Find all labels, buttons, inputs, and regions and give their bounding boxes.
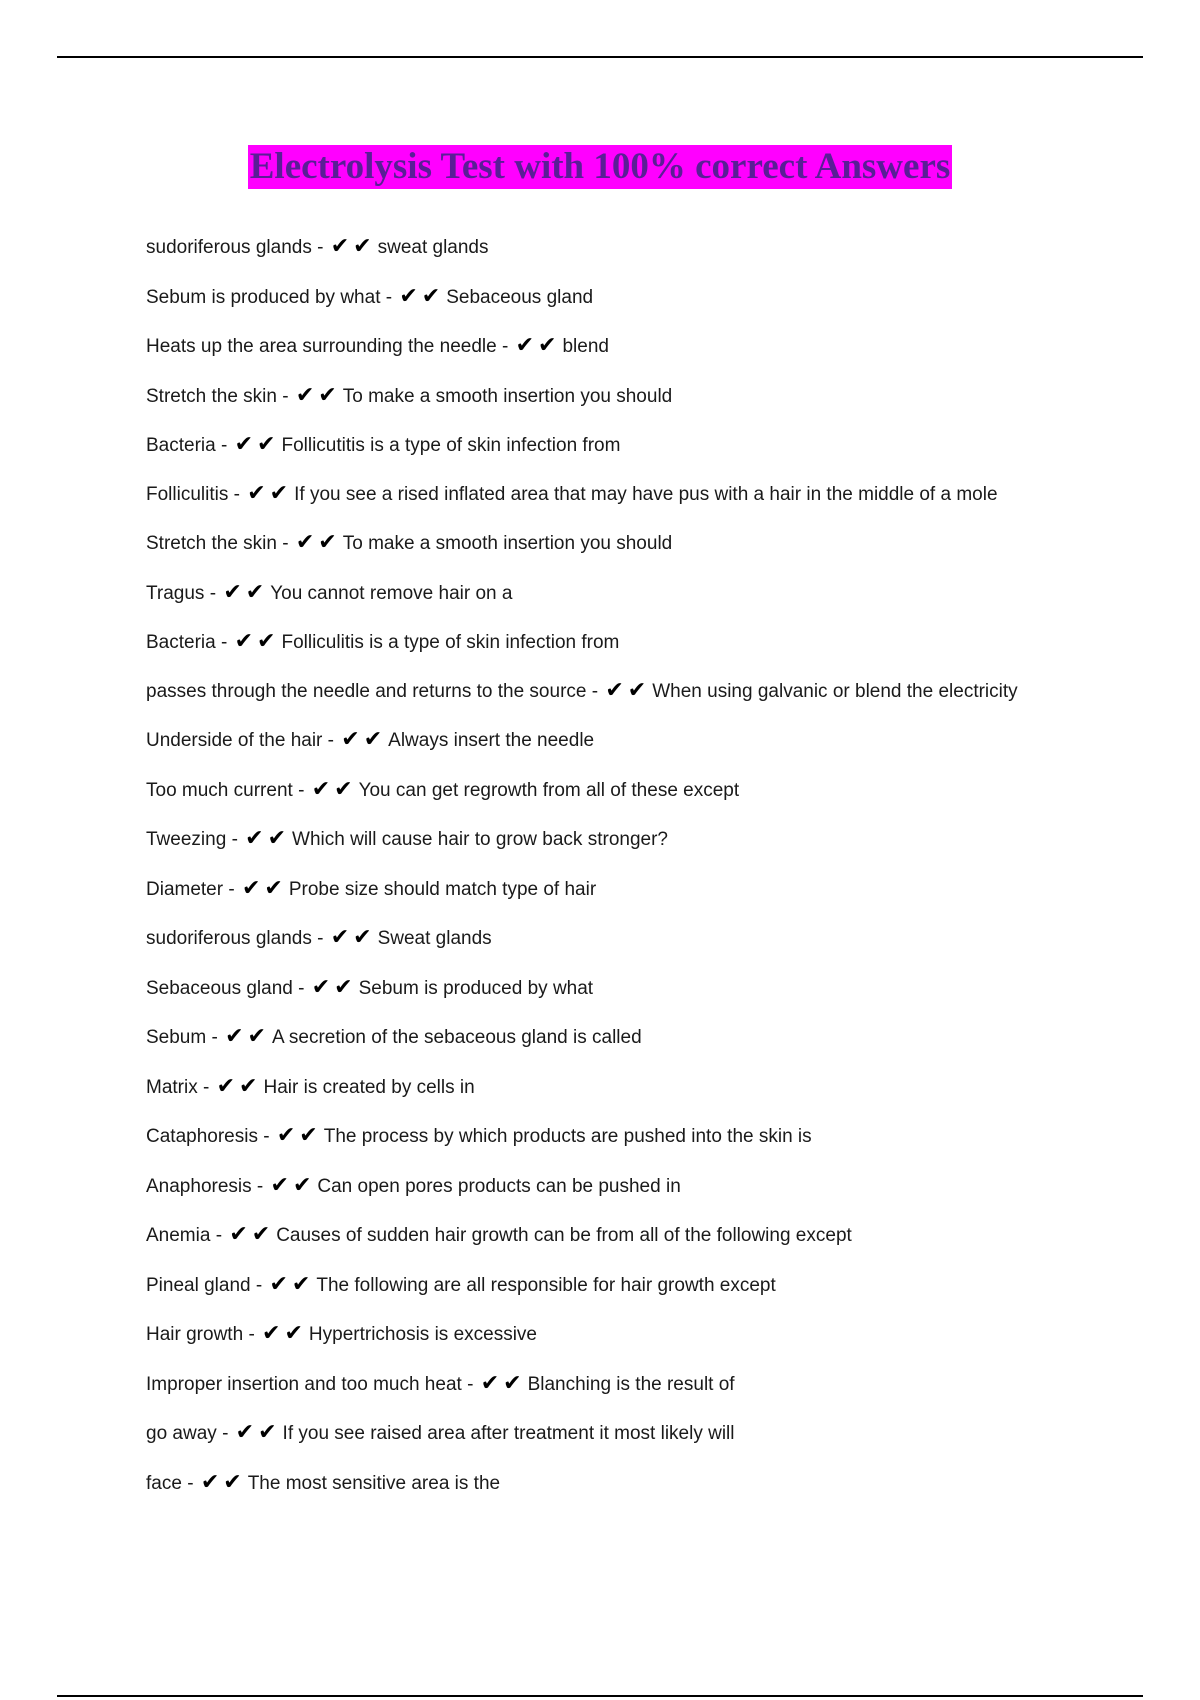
qa-separator: -: [317, 237, 324, 258]
qa-term: Bacteria: [146, 435, 216, 456]
qa-separator: -: [327, 730, 334, 751]
double-checkmark-icon: ✔✔: [295, 382, 341, 408]
qa-term: Tragus: [146, 582, 205, 604]
double-checkmark-icon: ✔✔: [225, 1024, 270, 1049]
qa-term: Anaphoresis: [146, 1175, 252, 1197]
qa-item: [146, 331, 1046, 361]
qa-term: Underside of the hair: [146, 730, 323, 751]
double-checkmark-icon: ✔✔: [235, 1420, 281, 1445]
qa-prompt: Which will cause hair to grow back stronger?: [292, 829, 668, 850]
qa-prompt: The following are all responsible for hair growth except: [316, 1274, 776, 1296]
double-checkmark-icon: ✔✔: [234, 629, 280, 654]
qa-term: sudoriferous glands: [146, 928, 312, 949]
qa-prompt: blend: [562, 336, 609, 357]
qa-term: Tweezing: [146, 829, 227, 850]
title-container: [0, 145, 1200, 189]
qa-item: [146, 1220, 1046, 1250]
qa-prompt: To make a smooth insertion you should: [342, 533, 673, 554]
qa-item: [146, 627, 1046, 657]
qa-item: [146, 1319, 1046, 1349]
qa-prompt: Folliculitis is a type of skin infection from: [281, 632, 620, 653]
double-checkmark-icon: ✔✔: [241, 875, 287, 901]
qa-prompt: Sweat glands: [377, 928, 492, 949]
double-checkmark-icon: ✔✔: [605, 677, 651, 703]
qa-prompt: Always insert the needle: [388, 730, 595, 751]
qa-prompt: sweat glands: [377, 237, 489, 258]
qa-term: Sebum: [146, 1027, 207, 1048]
qa-separator: -: [228, 878, 235, 900]
double-checkmark-icon: ✔✔: [200, 1469, 246, 1495]
qa-prompt: Sebum is produced by what: [358, 977, 594, 999]
qa-term: Pineal gland: [146, 1274, 251, 1296]
qa-separator: -: [209, 582, 217, 604]
qa-separator: -: [203, 1076, 210, 1098]
qa-separator: -: [220, 435, 228, 456]
qa-term: Bacteria: [146, 632, 216, 653]
qa-term: Anemia: [146, 1225, 211, 1246]
double-checkmark-icon: ✔✔: [270, 1172, 316, 1198]
qa-prompt: If you see raised area after treatment it most likely will: [282, 1423, 735, 1444]
qa-item: [146, 381, 1046, 411]
qa-prompt: Blanching is the result of: [527, 1373, 735, 1395]
qa-term: passes through the needle and returns to the source: [146, 680, 587, 702]
qa-term: Too much current: [146, 779, 293, 801]
qa-item: [146, 1121, 1046, 1151]
qa-term: Sebaceous gland: [146, 977, 293, 999]
qa-separator: -: [298, 779, 305, 801]
qa-separator: -: [256, 1175, 264, 1197]
qa-separator: -: [248, 1324, 255, 1345]
double-checkmark-icon: ✔✔: [247, 480, 293, 506]
double-checkmark-icon: ✔✔: [229, 1222, 275, 1247]
qa-prompt: The process by which products are pushed into the skin is: [323, 1126, 812, 1147]
qa-item: [146, 528, 1046, 558]
double-checkmark-icon: ✔✔: [480, 1370, 526, 1396]
qa-separator: -: [501, 336, 509, 357]
qa-prompt: If you see a rised inflated area that may have pus with a hair in the middle of a mole: [294, 483, 998, 505]
double-checkmark-icon: ✔✔: [399, 283, 445, 309]
double-checkmark-icon: ✔✔: [269, 1271, 315, 1297]
qa-prompt: You cannot remove hair on a: [270, 582, 513, 604]
qa-term: Matrix: [146, 1076, 198, 1098]
qa-separator: -: [231, 829, 238, 850]
qa-separator: -: [282, 385, 289, 407]
double-checkmark-icon: ✔✔: [262, 1321, 307, 1346]
double-checkmark-icon: ✔✔: [311, 974, 357, 1000]
qa-item: [146, 282, 1046, 312]
double-checkmark-icon: ✔✔: [276, 1123, 322, 1148]
qa-item: [146, 874, 1046, 904]
qa-separator: -: [317, 928, 324, 949]
qa-separator: -: [385, 286, 393, 308]
qa-list: [146, 232, 1046, 1517]
qa-term: Folliculitis: [146, 483, 229, 505]
qa-term: Diameter: [146, 878, 224, 900]
qa-item: [146, 775, 1046, 805]
qa-item: [146, 1369, 1046, 1399]
qa-term: Sebum is produced by what: [146, 286, 381, 308]
qa-separator: -: [282, 533, 289, 554]
qa-prompt: Can open pores products can be pushed in: [317, 1175, 681, 1197]
qa-item: [146, 1270, 1046, 1300]
qa-term: Cataphoresis: [146, 1126, 258, 1147]
qa-separator: -: [467, 1373, 474, 1395]
double-checkmark-icon: ✔✔: [216, 1073, 262, 1099]
page-title: Electrolysis Test with 100% correct Answers: [249, 146, 951, 187]
qa-item: [146, 725, 1046, 755]
qa-item: [146, 973, 1046, 1003]
double-checkmark-icon: ✔✔: [245, 826, 291, 851]
qa-item: [146, 824, 1046, 854]
double-checkmark-icon: ✔✔: [330, 234, 376, 259]
double-checkmark-icon: ✔✔: [515, 333, 561, 358]
qa-prompt: A secretion of the sebaceous gland is called: [271, 1027, 642, 1048]
qa-prompt: Sebaceous gland: [446, 286, 594, 308]
qa-separator: -: [263, 1126, 270, 1147]
double-checkmark-icon: ✔✔: [223, 579, 269, 605]
qa-term: Improper insertion and too much heat: [146, 1373, 462, 1395]
qa-item: [146, 1418, 1046, 1448]
top-rule: [57, 56, 1143, 58]
qa-separator: -: [187, 1472, 194, 1494]
qa-item: [146, 578, 1046, 608]
qa-item: [146, 923, 1046, 953]
qa-prompt: Hair is created by cells in: [263, 1076, 475, 1098]
double-checkmark-icon: ✔✔: [234, 432, 280, 457]
qa-term: go away: [146, 1423, 217, 1444]
double-checkmark-icon: ✔✔: [341, 727, 387, 752]
qa-prompt: You can get regrowth from all of these except: [358, 779, 740, 801]
qa-separator: -: [215, 1225, 223, 1246]
qa-separator: -: [298, 977, 305, 999]
qa-separator: -: [233, 483, 240, 505]
qa-item: [146, 480, 1046, 509]
qa-prompt: When using galvanic or blend the electricity: [652, 680, 1018, 702]
qa-separator: -: [255, 1274, 263, 1296]
double-checkmark-icon: ✔✔: [295, 530, 341, 555]
double-checkmark-icon: ✔✔: [311, 776, 357, 802]
qa-prompt: Follicutitis is a type of skin infection from: [281, 435, 621, 456]
qa-item: [146, 232, 1046, 262]
qa-item: [146, 430, 1046, 460]
qa-term: Stretch the skin: [146, 385, 277, 407]
qa-term: sudoriferous glands: [146, 237, 312, 258]
bottom-rule: [57, 1695, 1143, 1697]
qa-prompt: Hypertrichosis is excessive: [308, 1324, 537, 1345]
qa-item: [146, 1468, 1046, 1498]
qa-item: [146, 1022, 1046, 1052]
qa-prompt: Probe size should match type of hair: [288, 878, 597, 900]
qa-separator: -: [591, 680, 599, 702]
qa-term: face: [146, 1472, 182, 1494]
qa-item: [146, 1171, 1046, 1201]
qa-term: Stretch the skin: [146, 533, 277, 554]
qa-item: [146, 1072, 1046, 1102]
qa-prompt: The most sensitive area is the: [247, 1472, 501, 1494]
qa-separator: -: [211, 1027, 218, 1048]
qa-prompt: To make a smooth insertion you should: [342, 385, 673, 407]
double-checkmark-icon: ✔✔: [330, 925, 376, 950]
qa-separator: -: [222, 1423, 229, 1444]
qa-term: Heats up the area surrounding the needle: [146, 336, 497, 357]
qa-separator: -: [220, 632, 228, 653]
qa-term: Hair growth: [146, 1324, 244, 1345]
qa-prompt: Causes of sudden hair growth can be from all of the following except: [276, 1225, 852, 1246]
qa-item: [146, 677, 1046, 706]
